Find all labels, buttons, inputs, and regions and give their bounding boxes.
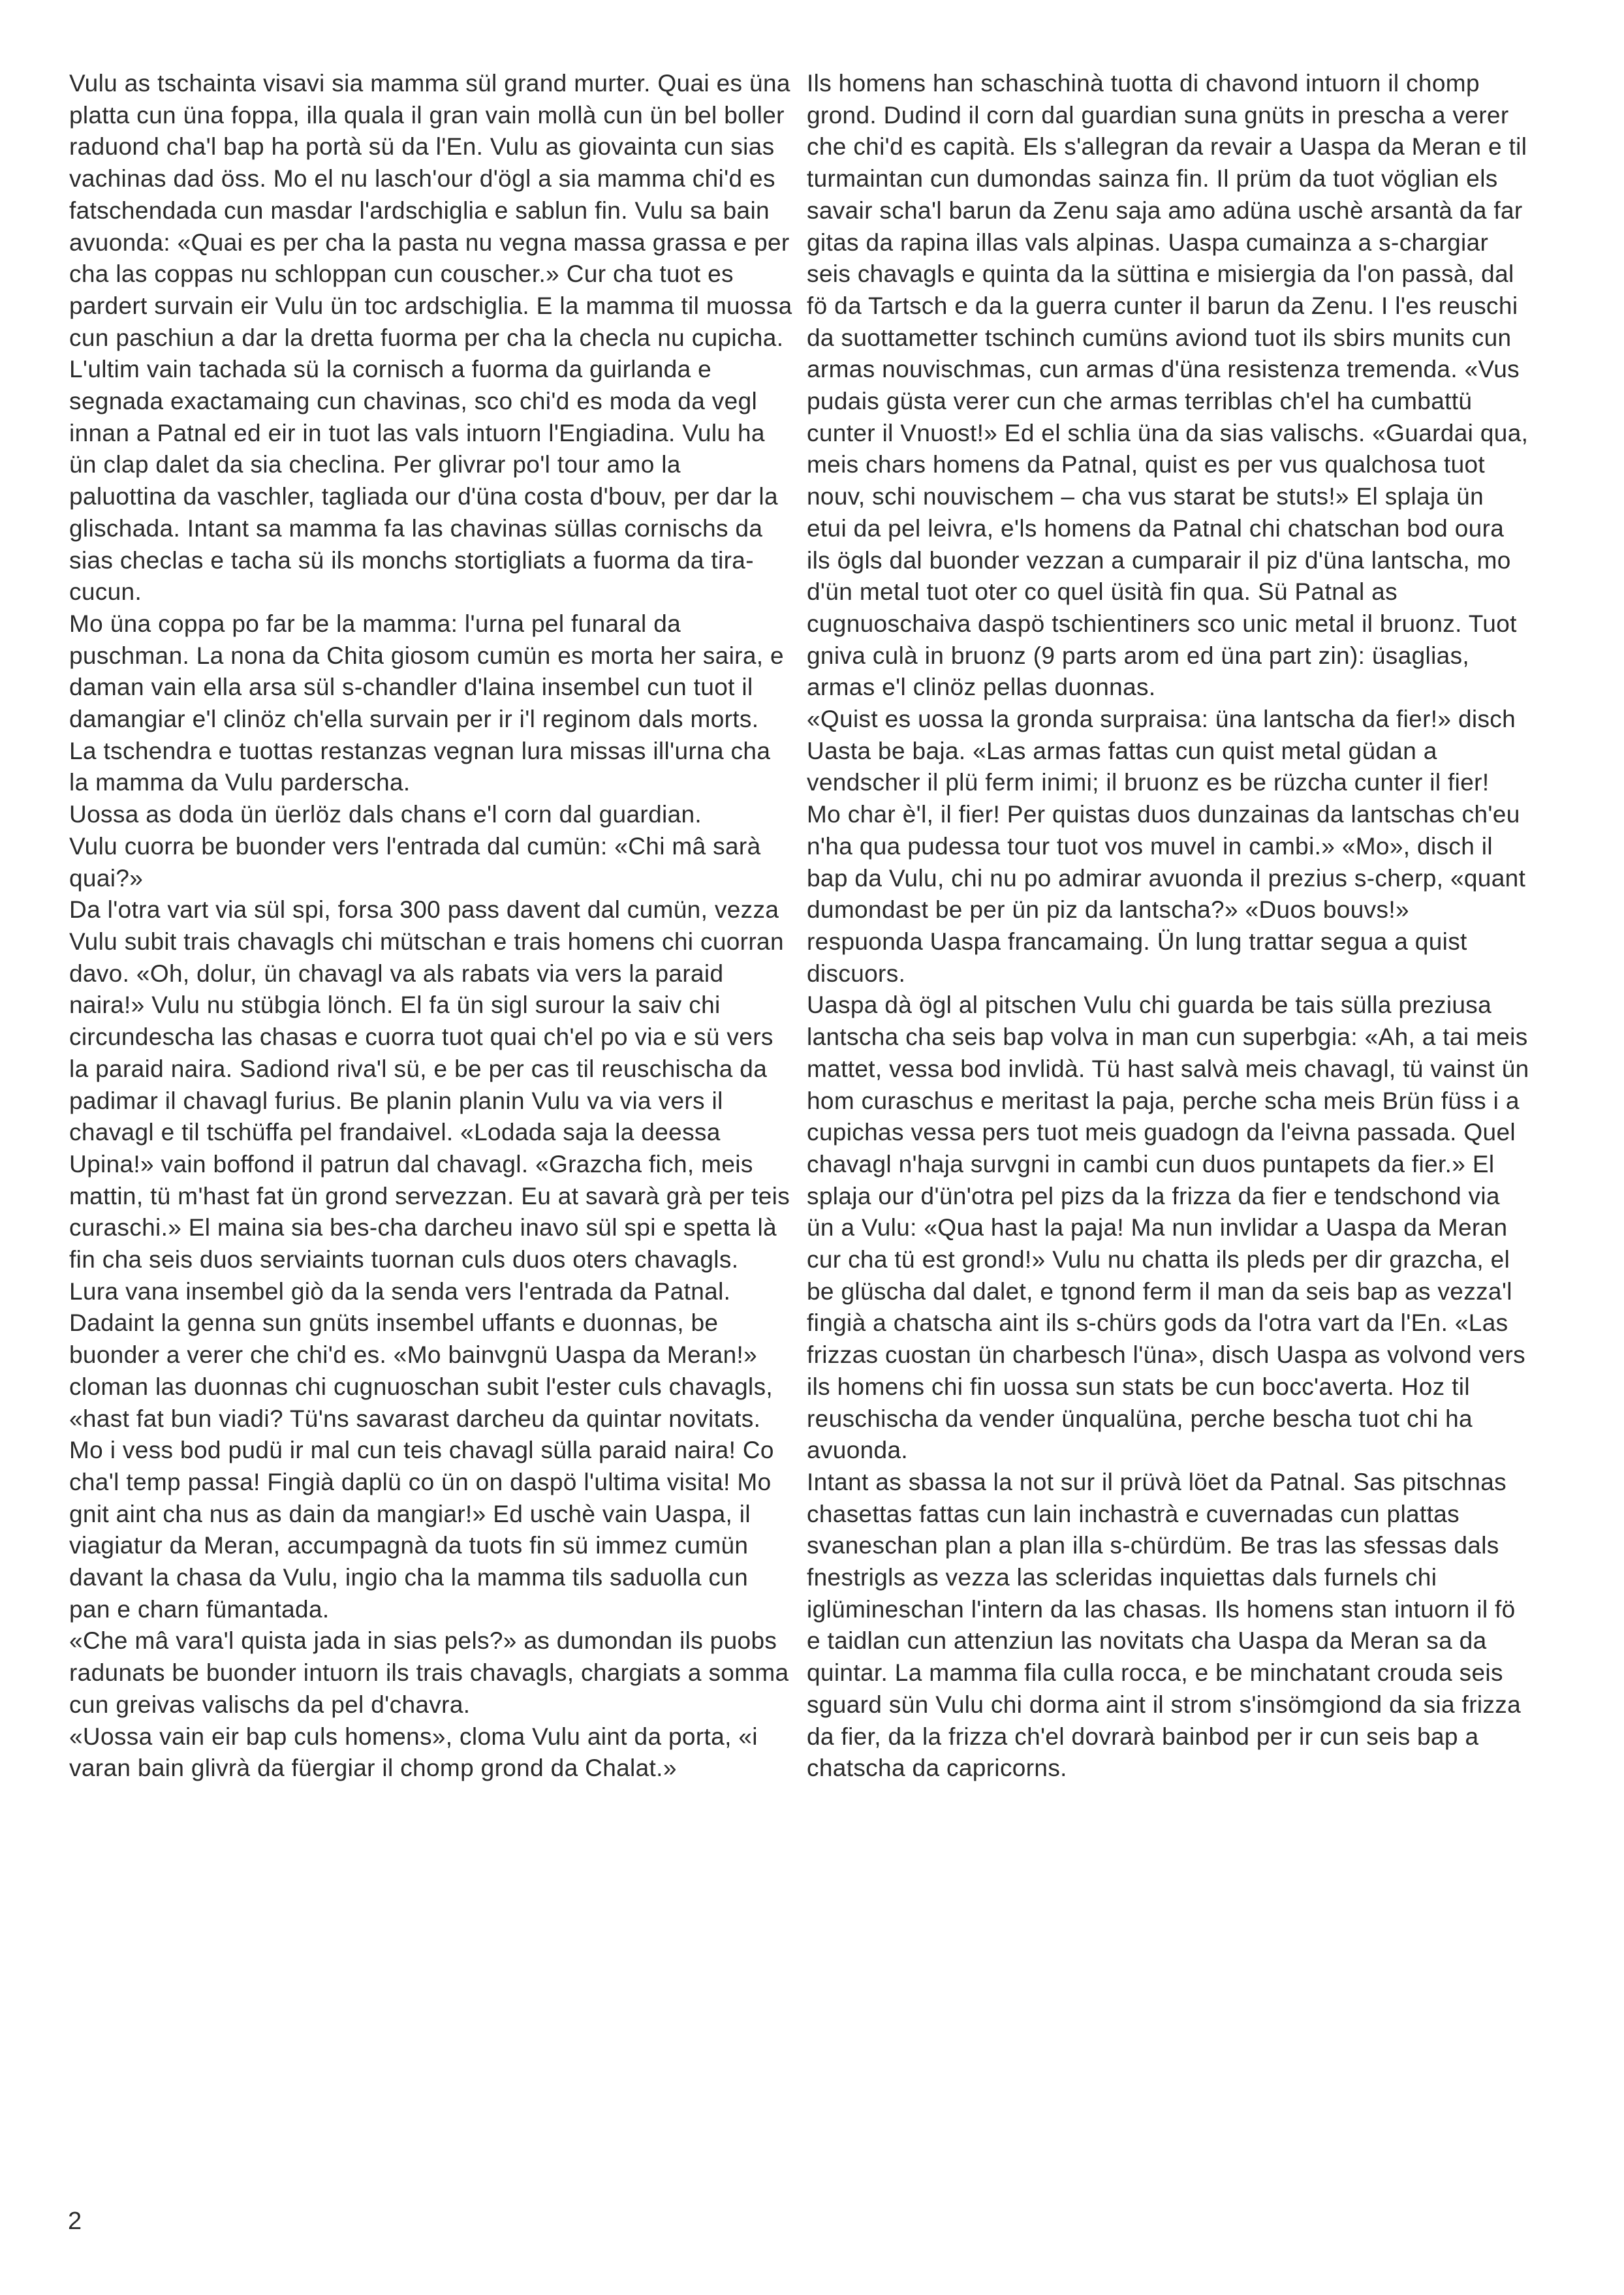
paragraph: Da l'otra vart via sül spi, forsa 300 pass davent dal cumün, vezza Vulu subit trais chavagls chi mütschan e trais homens chi cuorran davo. «Oh, dolur, ün chavagl va als rabats via vers la paraid naira!» Vulu nu stübgia lönch. El fa ün sigl surour la saiv chi circundescha las chasas e cuorra tuot quai ch'el po via e sü vers la paraid naira. Sadiond riva'l sü, e be per cas til reuschischa da padimar il chavagl furius. Be planin planin Vulu va via vers il chavagl e til tschüffa pel frandaivel. «Lodada saja la deessa Upina!» vain boffond il patrun dal chavagl. «Grazcha fich, meis mattin, tü m'hast fat ün grond servezzan. Eu at savarà grà per teis curaschi.» El maina sia bes-cha darcheu inavo sül spi e spetta là fin cha seis duos serviaints tuornan culs duos oters chavagls. Lura vana insembel giò da la senda vers l'entrada da Patnal. [69, 896, 790, 1305]
paragraph: Dadaint la genna sun gnüts insembel uffants e duonnas, be buonder a verer che chi'd es. «Mo bainvgnü Uaspa da Meran!» cloman las duonnas chi cugnuoschan subit l'ester culs chavagls, «hast fat bun viadi? Tü'ns savarast darcheu da quintar novitats. Mo i vess bod pudü ir mal cun teis chavagl sülla paraid naira! Co cha'l temp passa! Fingià daplü co ün on daspö l'ultima visita! Mo gnit aint cha nus as dain da mangiar!» Ed uschè vain Uaspa, il viagiatur da Meran, accumpagnà da tuots fin sü immez cumün davant la chasa da Vulu, ingio cha la mamma tils saduolla cun pan e charn fümantada. [69, 1309, 774, 1623]
right-column [807, 68, 1530, 1785]
paragraph: «Quist es uossa la gronda surpraisa: üna lantscha da fier!» disch Uasta be baja. «Las armas fattas cun quist metal güdan a vendscher il plü ferm inimi; il bruonz es be rüzcha cunter il fier! Mo char è'l, il fier! Per quistas duos dunzainas da lantschas ch'eu n'ha qua pudessa tour tuot vos muvel in cambi.» «Mo», disch il bap da Vulu, chi nu po admirar avuonda il prezius s-cherp, «quant dumondast be per ün piz da lantscha?» «Duos bouvs!» respuonda Uaspa francamaing. Ün lung trattar segua a quist discuors. [807, 706, 1526, 987]
paragraph: «Uossa vain eir bap culs homens», cloma Vulu aint da porta, «i varan bain glivrà da füergiar il chomp grond da Chalat.» [69, 1723, 758, 1782]
left-column [69, 68, 792, 1785]
paragraph: Vulu cuorra be buonder vers l'entrada dal cumün: «Chi mâ sarà quai?» [69, 832, 761, 892]
paragraph: Uaspa dà ögl al pitschen Vulu chi guarda be tais sülla preziusa lantscha cha seis bap volva in man cun superbgia: «Ah, a tai meis mattet, vessa bod invlidà. Tü hast salvà meis chavagl, tü vainst ün hom curaschus e meritast la paja, perche scha meis Brün füss i a cupichas vessa pers tuot meis guadogn da l'eivna passada. Quel chavagl n'haja survgni in cambi cun duos puntapets da fier.» El splaja our d'ün'otra pel pizs da la frizza da fier e tendschond via ün a Vulu: «Qua hast la paja! Ma nun invlidar a Uaspa da Meran cur cha tü est grond!» Vulu nu chatta ils pleds per dir grazcha, el be glüscha dal dalet, e tgnond ferm il man da seis bap as vezza'l fingià a chatscha aint ils s-chürs gods da l'otra vart da l'En. «Las frizzas cuostan ün charbesch l'üna», disch Uaspa as volvond vers ils homens chi fin uossa sun stats be cun bocc'averta. Hoz til reuschischa da vender ünqualüna, perche bescha tuot chi ha avuonda. [807, 991, 1529, 1464]
paragraph: Mo üna coppa po far be la mamma: l'urna pel funaral da puschman. La nona da Chita giosom cumün es morta her saira, e daman vain ella arsa sül s-chandler d'laina insembel cun tuot il damangiar e'l clinöz ch'ella survain per ir i'l reginom dals morts. La tschendra e tuottas restanzas vegnan lura missas ill'urna cha la mamma da Vulu parderscha. [69, 610, 784, 796]
page-number: 2 [68, 2208, 82, 2235]
paragraph: Ils homens han schaschinà tuotta di chavond intuorn il chomp grond. Dudind il corn dal guardian suna gnüts in prescha a verer che chi'd es capità. Els s'allegran da revair a Uaspa da Meran e til turmaintan cun dumondas sainza fin. Il prüm da tuot vöglian els savair scha'l barun da Zenu saja amo adüna uschè arsantà da far gitas da rapina illas vals alpinas. Uaspa cumainza a s-chargiar seis chavagls e quinta da la süttina e misiergia da l'on passà, dal fö da Tartsch e da la guerra cunter il barun da Zenu. I l'es reuschi da suottametter tschinch cumüns aviond tuot ils sbirs munits cun armas nouvischmas, cun armas d'üna resistenza tremenda. «Vus pudais güsta verer cun che armas terriblas ch'el ha cumbattü cunter il Vnuost!» Ed el schlia üna da sias valischs. «Guardai qua, meis chars homens da Patnal, quist es per vus qualchosa tuot nouv, schi nouvischem – cha vus starat be stuts!» El splaja ün etui da pel leivra, e'ls homens da Patnal chi chatschan bod oura ils ögls dal buonder vezzan a cumparair il piz d'üna lantscha, mo d'ün metal tuot oter co quel üsità fin qua. Sü Patnal as cugnuoschaiva daspö tschientiners sco unic metal il bruonz. Tuot gniva culà in bruonz (9 parts arom ed üna part zin): üsaglias, armas e'l clinöz pellas duonnas. [807, 70, 1529, 701]
paragraph: Uossa as doda ün üerlöz dals chans e'l corn dal guardian. [69, 801, 702, 828]
paragraph: Intant as sbassa la not sur il prüvà löet da Patnal. Sas pitschnas chasettas fattas cun lain inchastrà e cuvernadas cun plattas svaneschan plan a plan illa s-chürdüm. Be tras las sfessas dals fnestrigls as vezza las scleridas inquiettas dals furnels chi iglümineschan l'intern da las chasas. Ils homens stan intuorn il fö e taidlan cun attenziun las novitats cha Uaspa da Meran sa da quintar. La mamma fila culla rocca, e be minchatant crouda seis sguard sün Vulu chi dorma aint il strom s'insömgiond da sia frizza da fier, da la frizza ch'el dovrarà bainbod per ir cun seis bap a chatscha da capricorns. [807, 1468, 1522, 1782]
paragraph: Vulu as tschainta visavi sia mamma sül grand murter. Quai es üna platta cun üna foppa, illa quala il gran vain mollà cun ün bel boller raduond cha'l bap ha portà sü da l'En. Vulu as giovainta cun sias vachinas dad öss. Mo el nu lasch'our d'ögl a sia mamma chi'd es fatschendada cun masdar l'ardschiglia e sablun fin. Vulu sa bain avuonda: «Quai es per cha la pasta nu vegna massa grassa e per cha las coppas nu schloppan cun couscher.» Cur cha tuot es pardert survain eir Vulu ün toc ardschiglia. E la mamma til muossa cun paschiun a dar la dretta fuorma per cha la checla nu cupicha. L'ultim vain tachada sü la cornisch a fuorma da guirlanda e segnada exactamaing cun chavinas, sco chi'd es moda da vegl innan a Patnal ed eir in tuot las vals intuorn l'Engiadina. Vulu ha ün clap dalet da sia checlina. Per glivrar po'l tour amo la paluottina da vaschler, tagliada our d'üna costa d'bouv, per dar la glischada. Intant sa mamma fa las chavinas süllas cornischs da sias checlas e tacha sü ils monchs stortigliats a fuorma da tira-cucun. [69, 70, 792, 606]
paragraph: «Che mâ vara'l quista jada in sias pels?» as dumondan ils puobs radunats be buonder intuorn ils trais chavagls, chargiats a somma cun greivas valischs da pel d'chavra. [69, 1627, 789, 1718]
